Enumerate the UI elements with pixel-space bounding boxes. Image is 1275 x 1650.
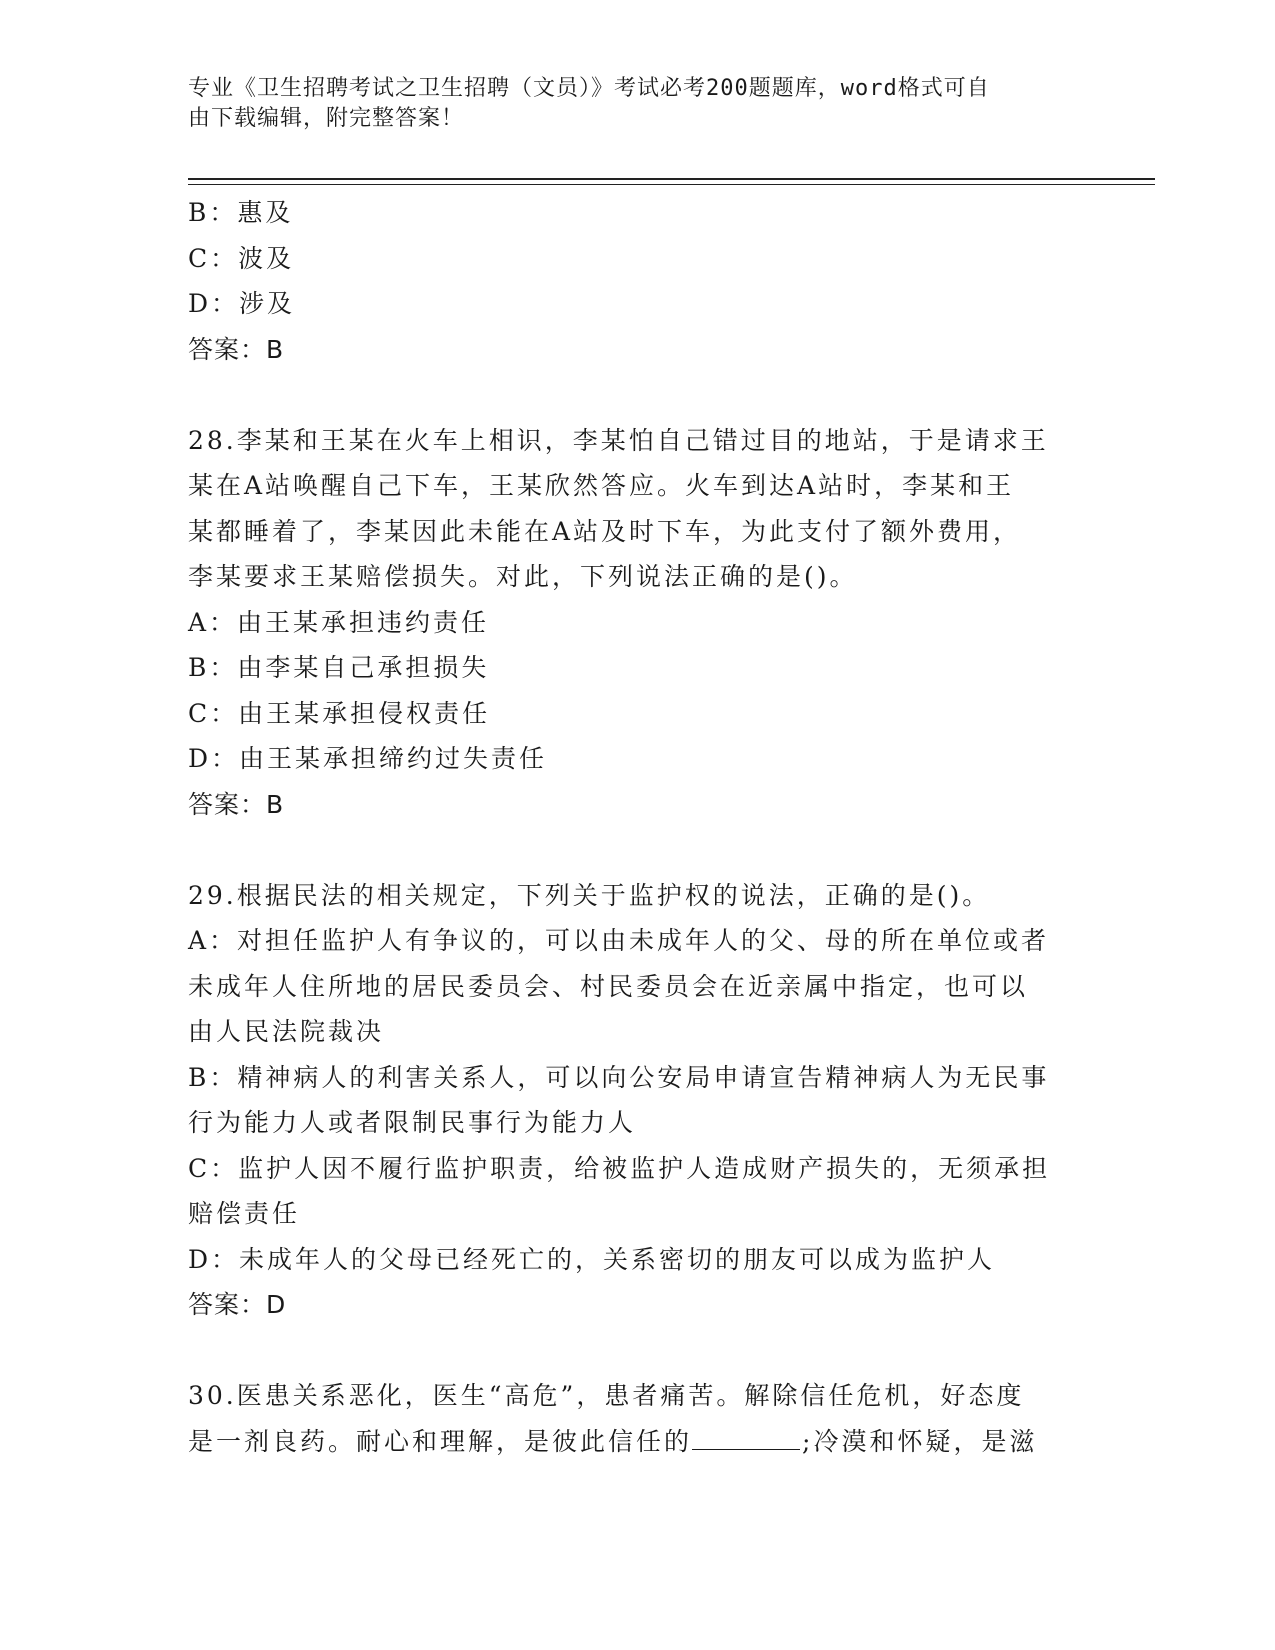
spacer [188,827,1088,873]
q28-stem-line-3: 某都睡着了，李某因此未能在A站及时下车，为此支付了额外费用， [188,516,1022,546]
q29-option-c-line-2: 赔偿责任 [188,1199,301,1228]
q28-answer: 答案：B [188,789,285,819]
q27-option-c: C：波及 [188,243,295,273]
q30-text-before-blank: 是一剂良药。耐心和理解，是彼此信任的 [188,1426,693,1456]
q28-stem-line-1: 28.李某和王某在火车上相识，李某怕自己错过目的地站，于是请求王 [188,425,1049,455]
fill-in-blank [692,1419,800,1450]
q28-option-b: B：由李某自己承担损失 [188,653,490,682]
q27-option-b: B：惠及 [188,198,294,227]
header-line-1: 专业《卫生招聘考试之卫生招聘（文员）》考试必考200题题库，word格式可自 [188,76,990,101]
q28-option-a: A：由王某承担违约责任 [188,607,490,637]
q27-answer: 答案：B [188,334,285,364]
q28-option-d: D：由王某承担缔约过失责任 [188,744,548,773]
q29-option-a-line-1: A：对担任监护人有争议的，可以由未成年人的父、母的所在单位或者 [188,926,1050,955]
q29-answer: 答案：D [188,1290,287,1319]
q30-stem-line-2 [188,1419,1088,1465]
spacer [188,1328,1088,1374]
q29-option-b-line-2: 行为能力人或者限制民事行为能力人 [188,1108,637,1137]
q28-stem-line-4: 李某要求王某赔偿损失。对此，下列说法正确的是()。 [188,562,858,591]
q30-text-after-blank: ;冷漠和怀疑，是滋 [802,1426,1038,1456]
q30-stem-line-1: 30.医患关系恶化，医生“高危”，患者痛苦。解除信任危机，好态度 [188,1381,1025,1410]
q29-option-c-line-1: C：监护人因不履行监护职责，给被监护人造成财产损失的，无须承担 [188,1153,1051,1183]
q29-option-a-line-2: 未成年人住所地的居民委员会、村民委员会在近亲属中指定，也可以 [188,971,1029,1001]
q29-stem: 29.根据民法的相关规定，下列关于监护权的说法，正确的是()。 [188,880,991,910]
q29-option-d: D：未成年人的父母已经死亡的，关系密切的朋友可以成为监护人 [188,1244,996,1274]
header-rule-thin [188,184,1155,185]
header-line-2: 由下载编辑，附完整答案！ [188,106,465,131]
document-header [188,74,1068,134]
q29-option-a-line-3: 由人民法院裁决 [188,1017,385,1046]
q29-option-b-line-1: B：精神病人的利害关系人，可以向公安局申请宣告精神病人为无民事 [188,1062,1050,1092]
q27-option-d: D：涉及 [188,289,296,318]
header-rule-thick [188,178,1155,180]
q28-stem-line-2: 某在A站唤醒自己下车，王某欣然答应。火车到达A站时，李某和王 [188,471,1015,500]
q28-option-c: C：由王某承担侵权责任 [188,698,491,728]
spacer [188,372,1088,418]
question-content [188,190,1088,1464]
